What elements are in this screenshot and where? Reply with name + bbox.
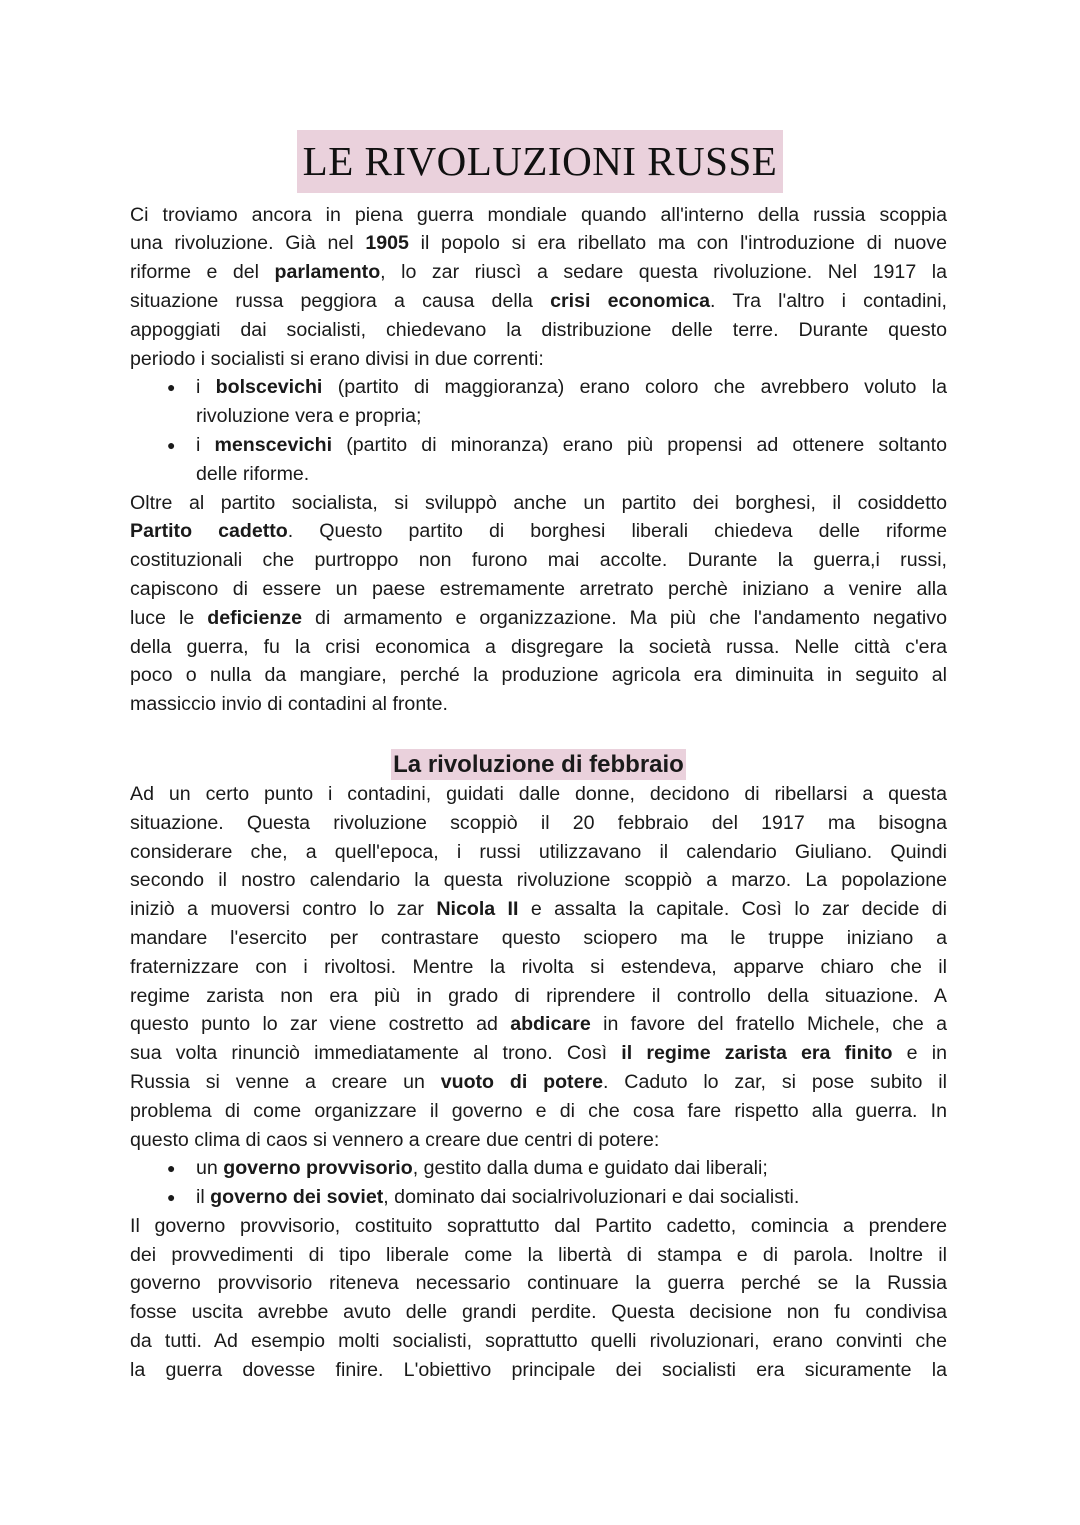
text-line [130, 895, 947, 924]
text-run: la guerra dovesse finire. L'obiettivo principale dei socialisti era sicuramente la [130, 1358, 947, 1381]
text-line [130, 866, 947, 895]
bullet-icon: ● [167, 436, 176, 453]
title-container [0, 130, 1080, 193]
text-line [130, 517, 947, 546]
text-run: della guerra, fu la crisi economica a disgregare la società russa. Nelle città c'era [130, 635, 947, 658]
bold-text: bolscevichi [215, 376, 323, 399]
section-heading-container [130, 749, 947, 780]
text-line [130, 201, 947, 230]
bold-text: governo provvisorio [223, 1157, 413, 1180]
text-run: delle riforme. [196, 462, 310, 485]
text-run: rivoluzione vera e propria; [196, 405, 422, 428]
text-run: riforme e del [130, 261, 275, 284]
paragraph [130, 780, 947, 1154]
text-line [130, 229, 947, 258]
bullet-icon: ● [167, 1189, 176, 1206]
text-line [130, 258, 947, 287]
bold-text: il regime zarista era finito [621, 1042, 893, 1065]
text-line [130, 1298, 947, 1327]
text-run: il [196, 1186, 211, 1209]
text-run: , gestito dalla duma e guidato dai liberali; [412, 1157, 768, 1180]
document-body [130, 201, 947, 1385]
text-run: governo provvisorio riteneva necessario continuare la guerra perché se la Russia [130, 1272, 947, 1295]
text-run: il popolo si era ribellato ma con l'introduzione di nuove [408, 232, 947, 255]
text-line [130, 661, 947, 690]
text-run: problema di come organizzare il governo e di che cosa fare rispetto alla guerra. In [130, 1099, 947, 1122]
bold-text: vuoto di potere [440, 1070, 604, 1093]
text-run: poco o nulla da mangiare, perché la produzione agricola era diminuita in seguito al [130, 664, 947, 687]
bullet-icon: ● [167, 379, 176, 396]
text-run: fosse uscita avrebbe avuto delle grandi perdite. Questa decisione non fu condivisa [130, 1301, 947, 1324]
text-run: in favore del fratello Michele, che a [590, 1013, 947, 1036]
bold-text: governo dei soviet [210, 1186, 384, 1209]
text-run: costituzionali che purtroppo non furono mai accolte. Durante la guerra,i russi, [130, 549, 947, 572]
text-line [130, 575, 947, 604]
text-run: Oltre al partito socialista, si sviluppò anche un partito dei borghesi, il cosiddetto [130, 491, 947, 514]
bold-text: crisi economica [550, 289, 711, 312]
bullet-icon: ● [167, 1160, 176, 1177]
text-line [130, 982, 947, 1011]
paragraph [130, 201, 947, 374]
text-line [130, 1126, 947, 1155]
text-run: situazione russa peggiora a causa della [130, 289, 551, 312]
text-run: regime zarista non era più in grado di riprendere il controllo della situazione. A [130, 984, 947, 1007]
bold-text: Nicola II [436, 898, 519, 921]
text-line [167, 373, 947, 402]
text-line [130, 1356, 947, 1385]
text-run: periodo i socialisti si erano divisi in due correnti: [130, 347, 544, 370]
text-run: i [196, 376, 216, 399]
text-run: questo clima di caos si vennero a creare due centri di potere: [130, 1128, 660, 1151]
paragraph [130, 489, 947, 719]
text-line [130, 604, 947, 633]
text-run: . Caduto lo zar, si pose subito il [603, 1070, 947, 1093]
text-line [130, 809, 947, 838]
text-run: appoggiati dai socialisti, chiedevano la distribuzione delle terre. Durante questo [130, 318, 947, 341]
text-line [130, 633, 947, 662]
text-line [130, 924, 947, 953]
bold-text: parlamento [274, 261, 381, 284]
text-line [130, 546, 947, 575]
text-run: dei provvedimenti di tipo liberale come la libertà di stampa e di parola. Inoltre il [130, 1243, 947, 1266]
text-line [130, 1068, 947, 1097]
text-run: secondo il nostro calendario la questa rivoluzione scoppiò a marzo. La popolazione [130, 869, 947, 892]
text-run: luce le [130, 606, 208, 629]
text-run: Ad un certo punto i contadini, guidati dalle donne, decidono di ribellarsi a questa [130, 782, 947, 805]
text-run: un [196, 1157, 224, 1180]
bold-text: menscevichi [214, 433, 333, 456]
bullet-item [130, 1154, 947, 1183]
text-run: . Tra l'altro i contadini, [710, 289, 947, 312]
text-line [130, 1327, 947, 1356]
page-title: LE RIVOLUZIONI RUSSE [297, 130, 784, 193]
text-line [130, 316, 947, 345]
text-run: di armamento e organizzazione. Ma più che l'andamento negativo [302, 606, 947, 629]
text-line [130, 1241, 947, 1270]
text-run: capiscono di essere un paese estremamente arretrato perchè iniziano a venire alla [130, 577, 947, 600]
text-run: iniziò a muoversi contro lo zar [130, 898, 437, 921]
text-line [130, 838, 947, 867]
text-line [130, 287, 947, 316]
text-run: i [196, 433, 215, 456]
text-run: fraternizzare con i rivoltosi. Mentre la rivolta si estendeva, apparve chiaro che il [130, 955, 947, 978]
text-line [130, 1010, 947, 1039]
bullet-item [130, 373, 947, 431]
text-run: , lo zar riuscì a sedare questa rivoluzione. Nel 1917 la [380, 261, 947, 284]
paragraph [130, 1212, 947, 1385]
text-line [130, 690, 947, 719]
bold-text: deficienze [207, 606, 303, 629]
bold-text: Partito cadetto [130, 520, 288, 543]
text-run: considerare che, a quell'epoca, i russi utilizzavano il calendario Giuliano. Quindi [130, 840, 947, 863]
text-line [130, 1039, 947, 1068]
text-line [196, 402, 947, 431]
text-run: sua volta rinunciò immediatamente al trono. Così [130, 1042, 622, 1065]
text-run: (partito di minoranza) erano più propensi ad ottenere soltanto [332, 433, 948, 456]
bullet-item [130, 431, 947, 489]
text-line [130, 1097, 947, 1126]
text-line [196, 460, 947, 489]
text-run: e in [892, 1042, 947, 1065]
text-run: Russia si venne a creare un [130, 1070, 441, 1093]
section-heading: La rivoluzione di febbraio [393, 750, 684, 778]
bullet-item [130, 1183, 947, 1212]
text-run: mandare l'esercito per contrastare questo sciopero ma le truppe iniziano a [130, 926, 947, 949]
text-run: situazione. Questa rivoluzione scoppiò il 20 febbraio del 1917 ma bisogna [130, 811, 947, 834]
text-run: Ci troviamo ancora in piena guerra mondiale quando all'interno della russia scoppia [130, 203, 947, 226]
text-run: una rivoluzione. Già nel [130, 232, 366, 255]
text-line [167, 431, 948, 460]
text-line [130, 780, 947, 809]
text-run: da tutti. Ad esempio molti socialisti, soprattutto quelli rivoluzionari, erano convinti che [130, 1330, 947, 1353]
text-run: questo punto lo zar viene costretto ad [130, 1013, 511, 1036]
text-line [167, 1154, 947, 1183]
text-run: e assalta la capitale. Così lo zar decide di [518, 898, 947, 921]
text-run: Il governo provvisorio, costituito soprattutto dal Partito cadetto, comincia a prendere [130, 1214, 947, 1237]
text-run: massiccio invio di contadini al fronte. [130, 693, 449, 716]
text-line [130, 1212, 947, 1241]
text-run: . Questo partito di borghesi liberali chiedeva delle riforme [287, 520, 947, 543]
bold-text: abdicare [510, 1013, 591, 1036]
text-line [167, 1183, 947, 1212]
text-line [130, 489, 947, 518]
text-run: (partito di maggioranza) erano coloro che avrebbero voluto la [322, 376, 947, 399]
spacer [130, 719, 947, 749]
bold-text: 1905 [365, 232, 409, 255]
text-line [130, 953, 947, 982]
text-run: , dominato dai socialrivoluzionari e dai socialisti. [383, 1186, 800, 1209]
text-line [130, 345, 947, 374]
text-line [130, 1269, 947, 1298]
